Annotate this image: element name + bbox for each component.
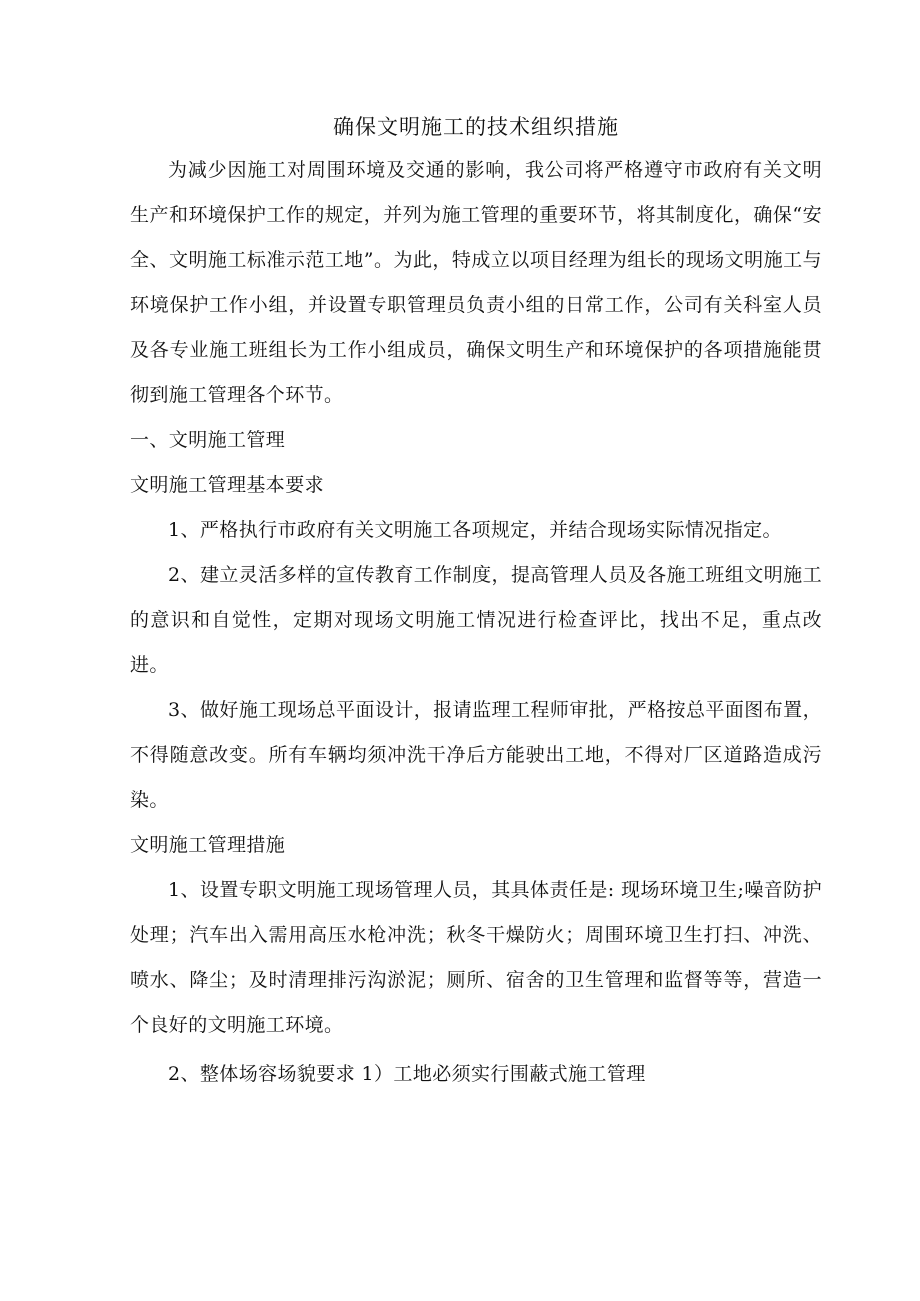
requirement-item-3: 3、做好施工现场总平面设计，报请监理工程师审批，严格按总平面图布置，不得随意改变。所有车辆均须冲洗干净后方能驶出工地，不得对厂区道路造成污染。: [130, 699, 822, 811]
measure-item-1: 1、设置专职文明施工现场管理人员，其具体责任是: 现场环境卫生;噪音防护处理；汽车出入需用高压水枪冲洗；秋冬干燥防火；周围环境卫生打扫、冲洗、喷水、降尘；及时清理排污沟淤泥；厕所、宿舍的卫生管理和监督等等，营造一个良好的文明施工环境。: [130, 879, 822, 1036]
measure-item-2: 2、整体场容场貌要求 1）工地必须实行围蔽式施工管理: [168, 1063, 646, 1085]
document-page: [130, 112, 822, 1097]
document-title: 确保文明施工的技术组织措施: [333, 115, 619, 139]
subheading-basic-requirements: 文明施工管理基本要求: [130, 474, 325, 496]
section-heading-civilized-construction: 一、文明施工管理: [130, 429, 286, 451]
requirement-item-1: 1、严格执行市政府有关文明施工各项规定，并结合现场实际情况指定。: [168, 519, 782, 541]
requirement-item-2: 2、建立灵活多样的宣传教育工作制度，提高管理人员及各施工班组文明施工的意识和自觉性，定期对现场文明施工情况进行检查评比，找出不足，重点改进。: [130, 564, 822, 676]
intro-paragraph: 为减少因施工对周围环境及交通的影响，我公司将严格遵守市政府有关文明生产和环境保护工作的规定，并列为施工管理的重要环节，将其制度化，确保“安全、文明施工标准示范工地”。为此，特成立以项目经理为组长的现场文明施工与环境保护工作小组，并设置专职管理员负责小组的日常工作，公司有关科室人员及各专业施工班组长为工作小组成员，确保文明生产和环境保护的各项措施能贯彻到施工管理各个环节。: [130, 159, 822, 406]
subheading-management-measures: 文明施工管理措施: [130, 834, 286, 856]
